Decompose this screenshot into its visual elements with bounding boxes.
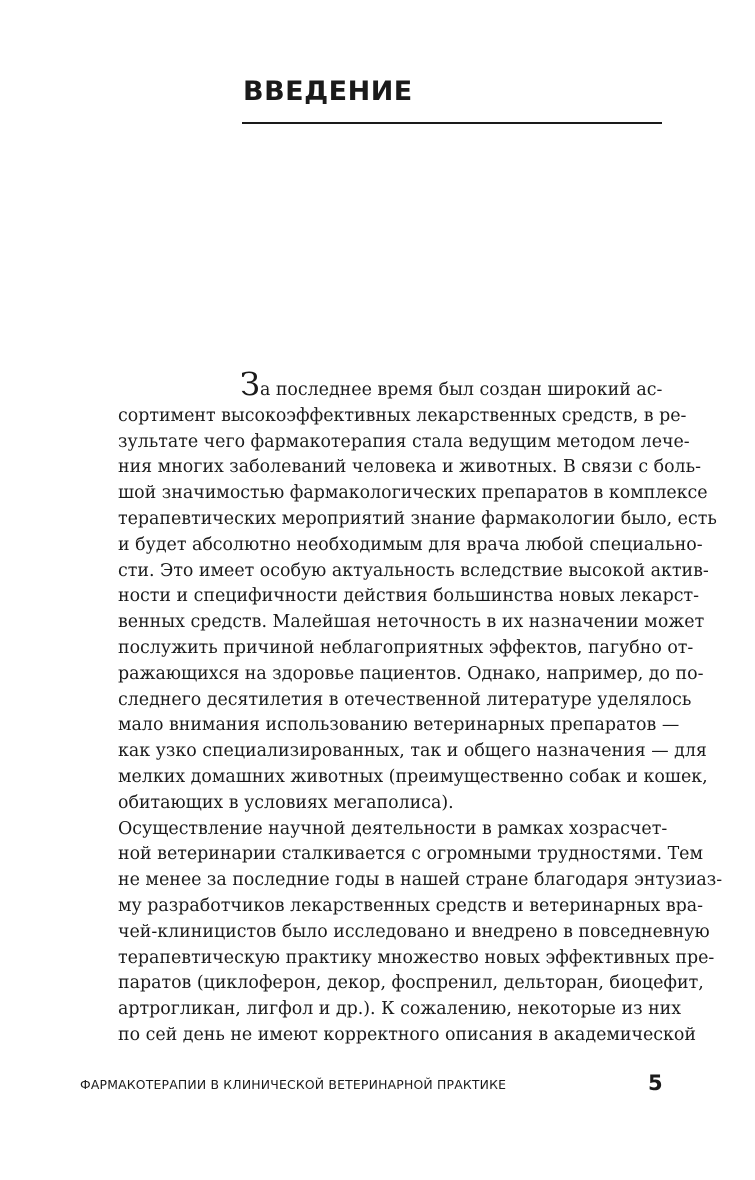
text-line [118,365,663,404]
text-line: ной ветеринарии сталкивается с огромными трудностями. Тем [118,844,703,865]
paragraph-1 [118,365,717,817]
running-footer: ФАРМАКОТЕРАПИИ В КЛИНИЧЕСКОЙ ВЕТЕРИНАРНОЙ ПРАКТИКЕ [80,1077,507,1092]
text-line: венных средств. Малейшая неточность в их назначении может [118,612,705,633]
text-line: обитающих в условиях мегаполиса). [118,792,454,813]
text-line: и будет абсолютно необходимым для врача любой специально- [118,534,703,555]
text-line: не менее за последние годы в нашей стране благодаря энтузиаз- [118,870,723,891]
title-rule [242,122,662,124]
text-line: послужить причиной неблагоприятных эффектов, пагубно от- [118,637,694,658]
text-line: ражающихся на здоровье пациентов. Однако, например, до по- [118,663,704,684]
text-line: паратов (циклоферон, декор, фоспренил, дельторан, биоцефит, [118,973,704,994]
text-line: терапевтических мероприятий знание фармакологии было, есть [118,508,717,529]
text-line-content: Осуществление научной деятельности в рамках хозрасчет- [118,818,668,839]
text-line: артрогликан, лигфол и др.). К сожалению, некоторые из них [118,999,682,1020]
text-line: зультате чего фармакотерапия стала ведущим методом лече- [118,431,690,452]
text-line: шой значимостью фармакологических препаратов в комплексе [118,483,708,504]
text-line: по сей день не имеют корректного описания в академической [118,1024,696,1045]
text-line: чей-клиницистов было исследовано и внедрено в повседневную [118,921,710,942]
text-line: мелких домашних животных (преимущественно собак и кошек, [118,766,708,787]
page-number: 5 [648,1071,663,1095]
text-line-content: а последнее время был создан широкий ас- [259,380,663,400]
drop-cap: З [240,365,260,403]
text-line: му разработчиков лекарственных средств и ветеринарных вра- [118,895,704,916]
text-line: сортимент высокоэффективных лекарственных средств, в ре- [118,405,687,426]
body-text [118,365,723,1049]
text-line: ния многих заболеваний человека и животных. В связи с боль- [118,457,701,478]
text-line: мало внимания использованию ветеринарных препаратов — [118,715,680,736]
text-line: сти. Это имеет особую актуальность вследствие высокой актив- [118,560,709,581]
text-line: следнего десятилетия в отечественной литературе уделялось [118,689,692,710]
paragraph-2 [118,817,723,1049]
text-line: как узко специализированных, так и общего назначения — для [118,741,707,762]
text-line [118,817,668,843]
text-line: ности и специфичности действия большинства новых лекарст- [118,586,699,607]
chapter-title: ВВЕДЕНИЕ [243,76,413,107]
text-line: терапевтическую практику множество новых эффективных пре- [118,947,715,968]
